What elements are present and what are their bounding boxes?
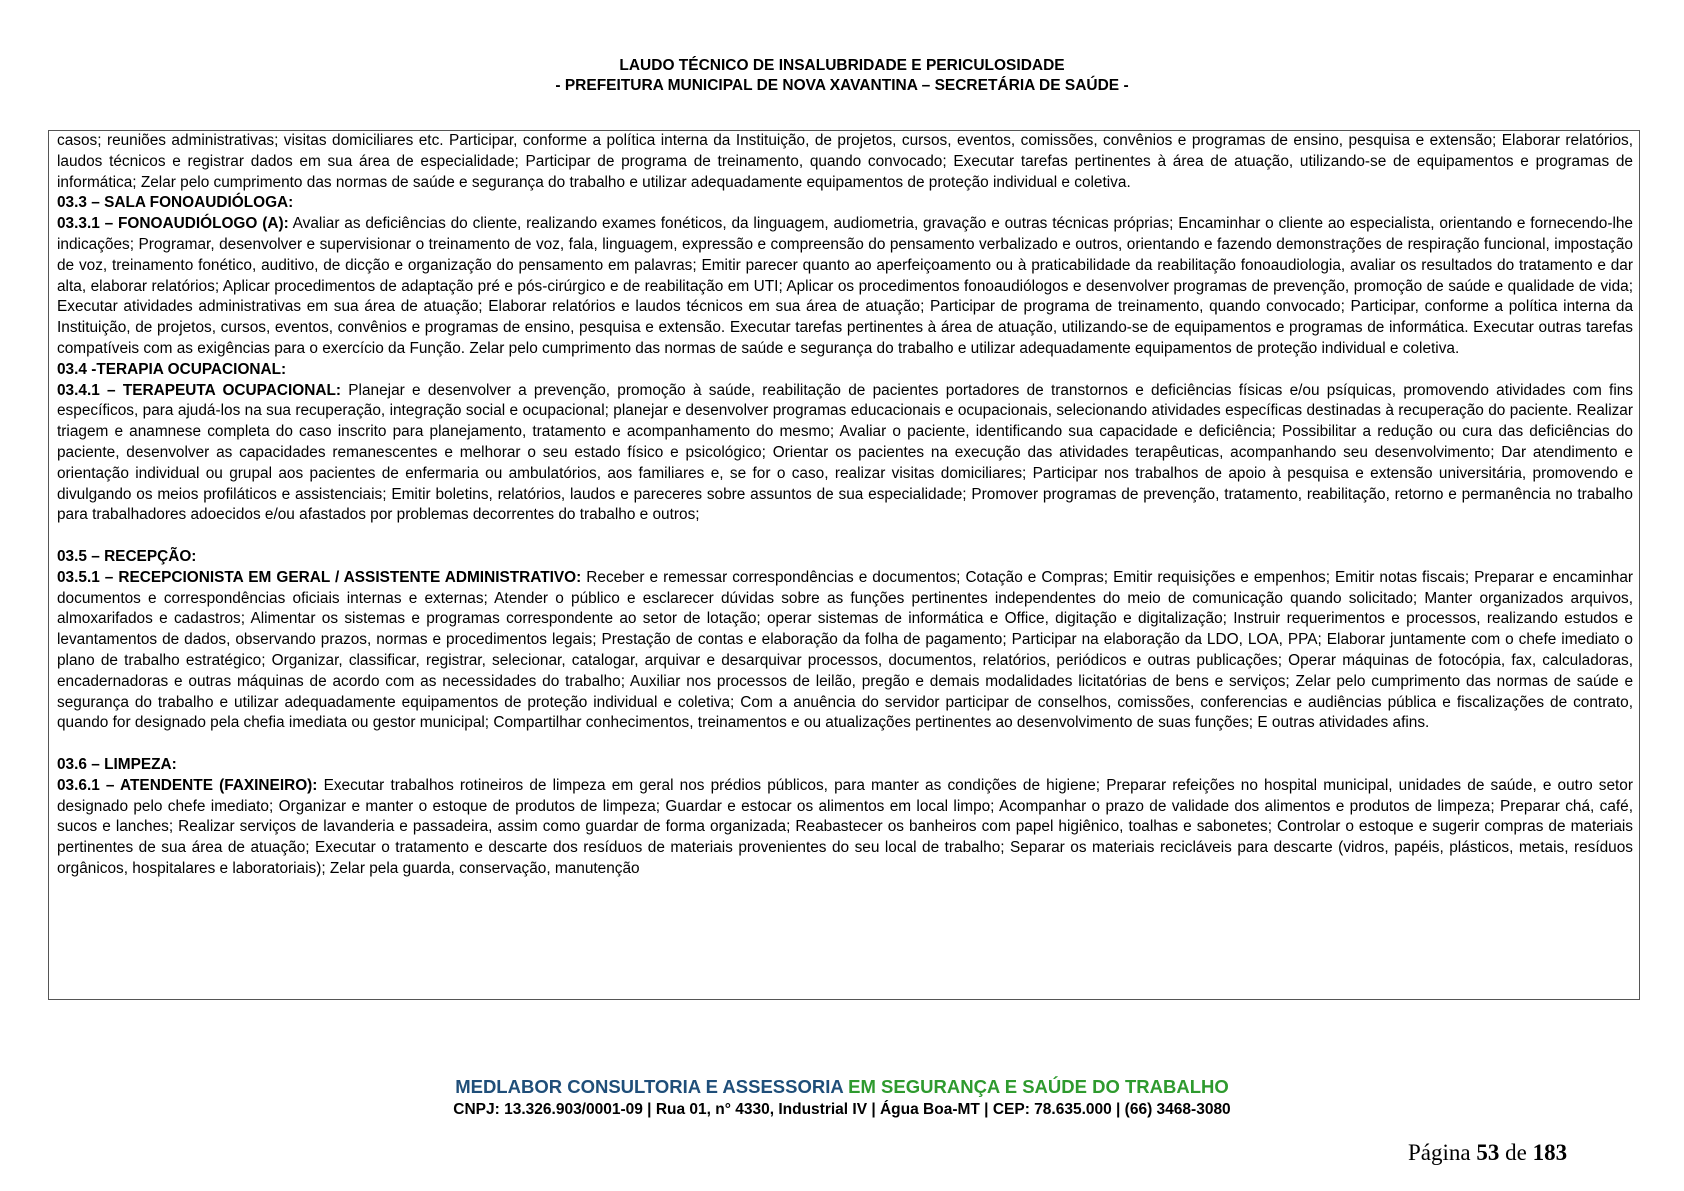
company-name-part1: MEDLABOR CONSULTORIA E ASSESSORIA [455,1076,844,1097]
label-03-6-1: 03.6.1 – ATENDENTE (FAXINEIRO): [57,776,318,794]
page-sep: de [1505,1140,1527,1165]
text-03-3-1: Avaliar as deficiências do cliente, realizando exames fonéticos, da linguagem, audiometria, gravação e outras técnicas próprias; Encaminhar o cliente ao especialista, orientando e fornecendo-lhe indicações; Programar, desenvolver e supervisionar o treinamento de voz, fala, linguagem, expressão e compreensão do pensamento verbalizado e outros, orientando e fazendo demonstrações de respiração funcional, impostação de voz, treinamento fonético, auditivo, de dicção e organização do pensamento em palavras; Emitir parecer quanto ao aperfeiçoamento ou à praticabilidade da reabilitação fonoaudiologia, avaliar os resultados do tratamento e dar alta, elaborar relatórios; Aplicar procedimentos de adaptação pré e pós-cirúrgico e de reabilitação em UTI; Aplicar os procedimentos fonoaudiólogos e desenvolver programas de prevenção, promoção de saúde e qualidade de vida; Executar atividades administrativas em sua área de atuação; Elaborar relatórios e laudos técnicos em sua área de atuação; Participar de programa de treinamento, quando convocado; Participar, conforme a política interna da Instituição, de projetos, cursos, eventos, convênios e programas de ensino, pesquisa e extensão. Executar tarefas pertinentes à área de atuação, utilizando-se de equipamentos e programas de informática. Executar outras tarefas compatíveis com as exigências para o exercício da Função. Zelar pelo cumprimento das normas de saúde e segurança do trabalho e utilizar adequadamente equipamentos de proteção individual e coletiva. [57,215,1633,357]
section-heading-03-4: 03.4 -TERAPIA OCUPACIONAL: [57,360,287,378]
company-contact: CNPJ: 13.326.903/0001-09 | Rua 01, n° 4330, Industrial IV | Água Boa-MT | CEP: 78.635.000 | (66) 3468-3080 [453,1101,1231,1118]
paragraph-03-4-1 [57,381,1633,527]
text-03-6-1: Executar trabalhos rotineiros de limpeza em geral nos prédios públicos, para manter as condições de higiene; Preparar refeições no hospital municipal, unidades de saúde, e outro setor designado pelo chefe imediato; Organizar e manter o estoque de produtos de limpeza; Guardar e estocar os alimentos em local limpo; Acompanhar o prazo de validade dos alimentos e produtos de limpeza; Preparar chá, café, sucos e lanches; Realizar serviços de lavanderia e passadeira, assim como guardar de forma organizada; Reabastecer os banheiros com papel higiênico, toalhas e sabonetes; Controlar o estoque e sugerir compras de materiais pertinentes de sua área de atuação; Executar o tratamento e descarte dos resíduos de materiais provenientes do seu local de trabalho; Separar os materiais recicláveis para descarte (vidros, papéis, plásticos, metais, resíduos orgânicos, hospitalares e laboratoriais); Zelar pela guarda, conservação, manutenção [57,776,1633,877]
section-heading-03-5: 03.5 – RECEPÇÃO: [57,547,197,565]
header-subtitle: - PREFEITURA MUNICIPAL DE NOVA XAVANTINA – SECRETÁRIA DE SAÚDE - [555,77,1129,94]
page-number [1408,1140,1567,1166]
page-word: Página [1408,1140,1471,1165]
company-name [0,1076,1684,1098]
page-current: 53 [1476,1140,1500,1165]
section-heading-03-6: 03.6 – LIMPEZA: [57,755,177,773]
company-name-part2: EM SEGURANÇA E SAÚDE DO TRABALHO [843,1076,1229,1097]
text-03-5-1: Receber e remessar correspondências e documentos; Cotação e Compras; Emitir requisições e empenhos; Emitir notas fiscais; Preparar e encaminhar documentos e correspondências oficiais internas e externas; Atender o público e esclarecer dúvidas sobre as funções pertinentes independentes do meio de comunicação quando solicitado; Manter organizados arquivos, almoxarifados e cadastros; Alimentar os sistemas e programas correspondente ao setor de lotação; operar sistemas de informática e Office, digitação e digitalização; Instruir requerimentos e processos, realizando estudos e levantamentos de dados, observando prazos, normas e procedimentos legais; Prestação de contas e elaboração da folha de pagamento; Participar na elaboração da LDO, LOA, PPA; Elaborar juntamente com o chefe imediato o plano de trabalho estratégico; Organizar, classificar, registrar, selecionar, catalogar, arquivar e desarquivar processos, documentos, relatórios, periódicos e outras publicações; Operar máquinas de fotocópia, fax, calculadoras, encadernadoras e outras máquinas de acordo com as necessidades do trabalho; Auxiliar nos processos de leilão, pregão e demais modalidades licitatórias de bens e serviços; Zelar pelo cumprimento das normas de saúde e segurança do trabalho e utilizar adequadamente equipamentos de proteção individual e coletiva; Com a anuência do servidor participar de conselhos, comissões, conferencias e audiências pública e fiscalizações de contrato, quando for designado pela chefia imediata ou gestor municipal; Compartilhar conhecimentos, treinamentos e ou atualizações pertinentes ao desenvolvimento de suas funções; E outras atividades afins. [57,568,1633,732]
paragraph-03-5-1 [57,568,1633,734]
label-03-4-1: 03.4.1 – TERAPEUTA OCUPACIONAL: [57,381,342,399]
label-03-5-1: 03.5.1 – RECEPCIONISTA EM GERAL / ASSISTENTE ADMINISTRATIVO: [57,568,582,586]
spacer [57,526,1633,547]
content-box [48,130,1640,1000]
spacer [57,734,1633,755]
document-footer [0,1076,1684,1121]
paragraph-03-3-1 [57,214,1633,360]
document-header [0,56,1684,96]
page-total: 183 [1532,1140,1568,1165]
paragraph-03-6-1 [57,776,1633,880]
text-03-4-1: Planejar e desenvolver a prevenção, promoção à saúde, reabilitação de pacientes portadores de transtornos e deficiências físicas e/ou psíquicas, promovendo atividades com fins específicos, para ajudá-los na sua recuperação, integração social e ocupacional; planejar e desenvolver programas educacionais e ocupacionais, selecionando atividades específicas destinadas à recuperação do paciente. Realizar triagem e anamnese completa do caso inscrito para planejamento, tratamento e acompanhamento do mesmo; Avaliar o paciente, identificando sua capacidade e deficiência; Possibilitar a redução ou cura das deficiências do paciente, desenvolver as capacidades remanescentes e melhorar o seu estado físico e psicológico; Orientar os pacientes na execução das atividades terapêuticas, acompanhando seu desenvolvimento; Dar atendimento e orientação individual ou grupal aos pacientes de enfermaria ou ambulatórios, aos familiares e, se for o caso, realizar visitas domiciliares; Participar nos trabalhos de apoio à pesquisa e extensão universitária, promovendo e divulgando os meios profiláticos e assistenciais; Emitir boletins, relatórios, laudos e pareceres sobre assuntos de sua especialidade; Promover programas de prevenção, tratamento, reabilitação, retorno e permanência no trabalho para trabalhadores adoecidos e/ou afastados por problemas decorrentes do trabalho e outros; [57,381,1634,524]
label-03-3-1: 03.3.1 – FONOAUDIÓLOGO (A): [57,215,289,233]
section-heading-03-3: 03.3 – SALA FONOAUDIÓLOGA: [57,194,294,212]
header-title: LAUDO TÉCNICO DE INSALUBRIDADE E PERICULOSIDADE [619,57,1065,74]
intro-paragraph: casos; reuniões administrativas; visitas domiciliares etc. Participar, conforme a política interna da Instituição, de projetos, cursos, eventos, comissões, convênios e programas de ensino, pesquisa e extensão; Elaborar relatórios, laudos técnicos e registrar dados em sua área de especialidade; Participar de programa de treinamento, quando convocado; Executar tarefas pertinentes à área de atuação, utilizando-se de equipamentos e programas de informática; Zelar pelo cumprimento das normas de saúde e segurança do trabalho e utilizar adequadamente equipamentos de proteção individual e coletiva. [57,132,1633,191]
